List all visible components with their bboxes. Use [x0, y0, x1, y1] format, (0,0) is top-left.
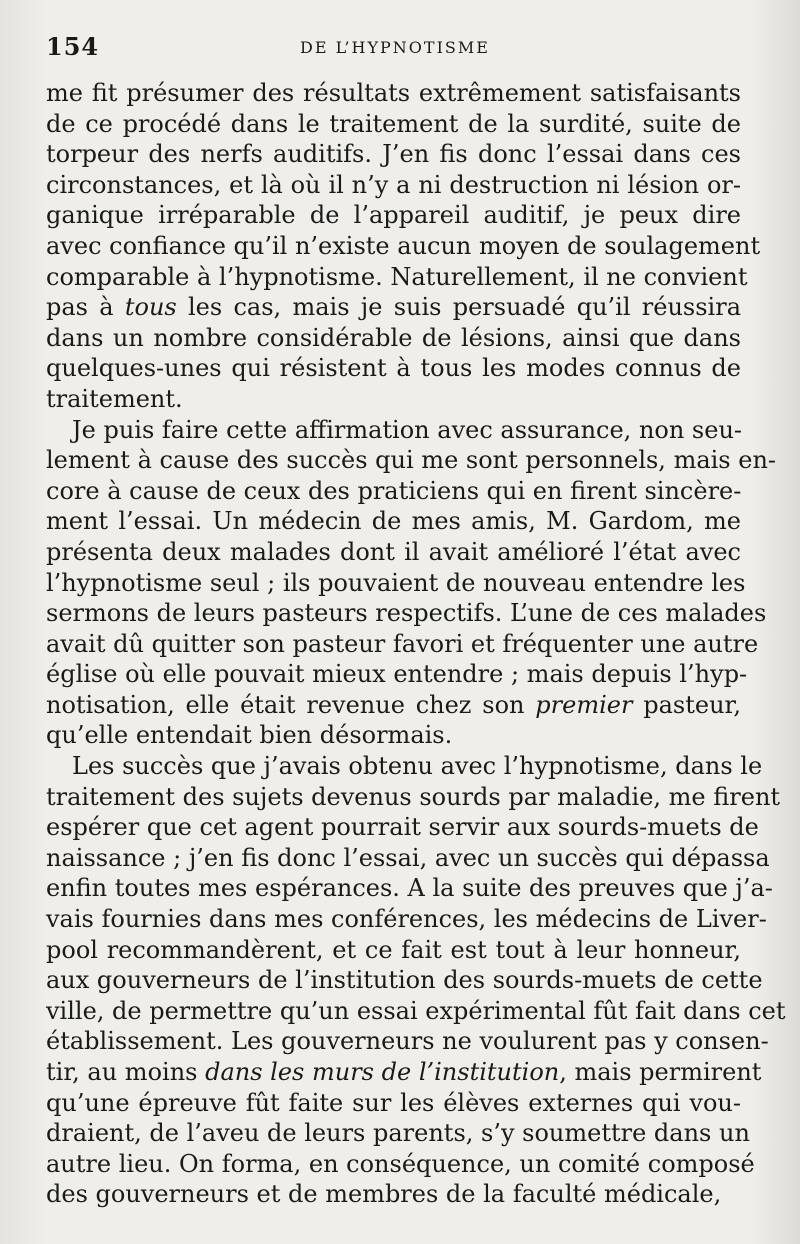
paragraph: [46, 415, 777, 752]
text-line: Je puis faire cette affirmation avec assurance, non seu-: [72, 415, 743, 444]
text-line: avec confiance qu’il n’existe aucun moyen de soulagement: [46, 231, 761, 260]
text-line: [46, 1057, 762, 1088]
text-line: me fit présumer des résultats extrêmement satisfaisants: [46, 79, 741, 107]
text-line: Les succès que j’avais obtenu avec l’hypnotisme, dans le: [72, 752, 763, 781]
text-line: quelques-unes qui résistent à tous les modes connus de: [46, 354, 741, 383]
text-segment: pasteur,: [632, 690, 741, 719]
text-line: [46, 690, 741, 721]
body-text: [46, 78, 786, 1210]
text-segment: pas à: [46, 293, 125, 322]
text-line: sermons de leurs pasteurs respectifs. L’une de ces malades: [46, 599, 767, 628]
text-line: traitement.: [46, 384, 183, 413]
text-line: qu’elle entendait bien désormais.: [46, 721, 453, 750]
text-line: dans un nombre considérable de lésions, ainsi que dans: [46, 323, 741, 352]
text-line: présenta deux malades dont il avait amélioré l’état avec: [46, 537, 741, 566]
text-line: établissement. Les gouverneurs ne voulurent pas y consen-: [46, 1027, 769, 1056]
italic-text: dans les murs de l’institution: [205, 1058, 560, 1086]
italic-text: premier: [535, 690, 633, 719]
text-line: lement à cause des succès qui me sont personnels, mais en-: [46, 446, 777, 475]
text-line: pool recommandèrent, et ce fait est tout à leur honneur,: [46, 935, 741, 964]
text-line: naissance ; j’en fis donc l’essai, avec un succès qui dépassa: [46, 843, 770, 872]
text-line: aux gouverneurs de l’institution des sourds-muets de cette: [46, 966, 763, 995]
text-line: des gouverneurs et de membres de la faculté médicale,: [46, 1180, 722, 1209]
page-number: 154: [46, 32, 100, 61]
page-header: [46, 32, 744, 66]
italic-text: tous: [124, 293, 177, 322]
text-line: traitement des sujets devenus sourds par maladie, me firent: [46, 782, 781, 811]
text-line: enfin toutes mes espérances. A la suite des preuves que j’a-: [46, 874, 773, 903]
text-line: vais fournies dans mes conférences, les médecins de Liver-: [46, 905, 767, 934]
text-line: core à cause de ceux des praticiens qui en firent sincère-: [46, 476, 742, 505]
paragraph: [46, 751, 786, 1210]
paragraph: [46, 78, 761, 415]
text-line: ment l’essai. Un médecin de mes amis, M. Gardom, me: [46, 507, 741, 536]
text-line: ganique irréparable de l’appareil auditif, je peux dire: [46, 201, 741, 230]
text-segment: , mais permirent: [559, 1058, 762, 1086]
text-line: de ce procédé dans le traitement de la surdité, suite de: [46, 109, 741, 138]
text-line: circonstances, et là où il n’y a ni destruction ni lésion or-: [46, 170, 741, 199]
text-line: draient, de l’aveu de leurs parents, s’y soumettre dans un: [46, 1119, 750, 1148]
text-line: comparable à l’hypnotisme. Naturellement, il ne convient: [46, 262, 748, 291]
text-line: qu’une épreuve fût faite sur les élèves externes qui vou-: [46, 1088, 741, 1117]
text-line: autre lieu. On forma, en conséquence, un comité composé: [46, 1149, 755, 1178]
text-segment: les cas, mais je suis persuadé qu’il réussira: [176, 293, 741, 322]
text-line: avait dû quitter son pasteur favori et fréquenter une autre: [46, 629, 759, 658]
text-line: ville, de permettre qu’un essai expérimental fût fait dans cet: [46, 996, 786, 1025]
text-line: l’hypnotisme seul ; ils pouvaient de nouveau entendre les: [46, 568, 746, 597]
text-line: [46, 292, 741, 323]
running-head: DE L’HYPNOTISME: [300, 38, 490, 57]
text-line: espérer que cet agent pourrait servir aux sourds-muets de: [46, 813, 759, 842]
text-line: église où elle pouvait mieux entendre ; mais depuis l’hyp-: [46, 660, 748, 689]
text-segment: notisation, elle était revenue chez son: [46, 690, 536, 719]
text-line: torpeur des nerfs auditifs. J’en fis donc l’essai dans ces: [46, 140, 741, 169]
text-segment: tir, au moins: [46, 1058, 206, 1086]
